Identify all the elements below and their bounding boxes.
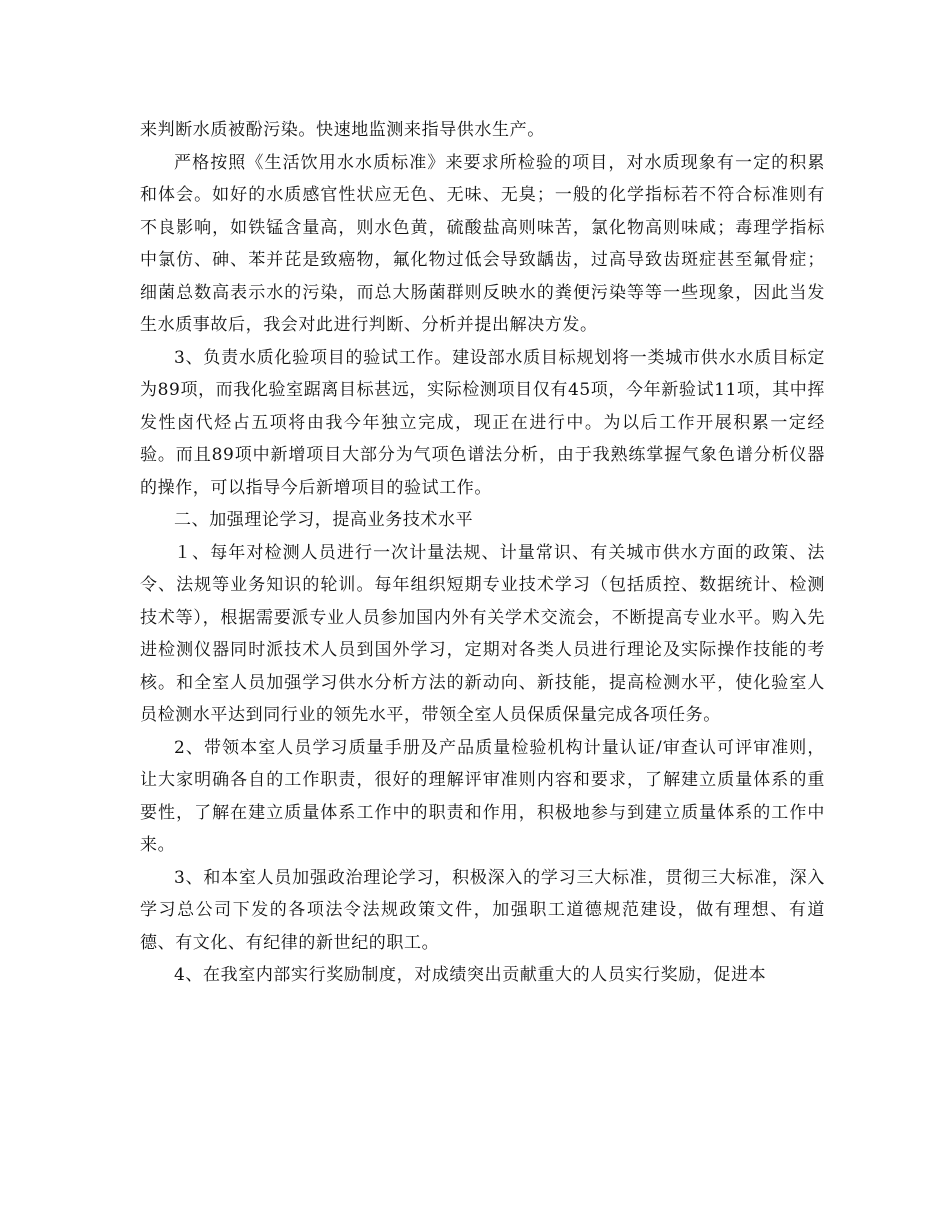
paragraph-item-2-quality-manual: 2、带领本室人员学习质量手册及产品质量检验机构计量认证/审查认可评审准则，让大家明确各自的工作职责，很好的理解评审准则内容和要求，了解建立质量体系的重要性，了解在建立质量体系工作中的职责和作用，积极地参与到建立质量体系的工作中来。 bbox=[140, 737, 825, 855]
paragraph-continuation: 来判断水质被酚污染。快速地监测来指导供水生产。 bbox=[140, 120, 545, 140]
paragraph-item-3-political-study: 3、和本室人员加强政治理论学习，积极深入的学习三大标准，贯彻三大标准，深入学习总公司下发的各项法令法规政策文件，加强职工道德规范建设，做有理想、有道德、有文化、有纪律的新世纪的职工。 bbox=[140, 867, 825, 953]
paragraph-water-quality-standard: 严格按照《生活饮用水水质标准》来要求所检验的项目，对水质现象有一定的积累和体会。如好的水质感官性状应无色、无味、无臭；一般的化学指标若不符合标准则有不良影响，如铁锰含量高，则水色黄，硫酸盐高则味苦，氯化物高则味咸；毒理学指标中氯仿、砷、苯并芘是致癌物，氟化物过低会导致龋齿，过高导致齿斑症甚至氟骨症；细菌总数高表示水的污染，而总大肠菌群则反映水的粪便污染等等一些现象，因此当发生水质事故后，我会对此进行判断、分析并提出解决方发。 bbox=[140, 152, 825, 335]
paragraph-item-4-rewards: 4、在我室内部实行奖励制度，对成绩突出贡献重大的人员实行奖励，促进本 bbox=[174, 965, 767, 985]
document-body bbox=[140, 114, 825, 992]
paragraph-item-1-training: １、每年对检测人员进行一次计量法规、计量常识、有关城市供水方面的政策、法令、法规等业务知识的轮训。每年组织短期专业技术学习（包括质控、数据统计、检测技术等），根据需要派专业人员参加国内外有关学术交流会，不断提高专业水平。购入先进检测仪器同时派技术人员到国外学习，定期对各类人员进行理论及实际操作技能的考核。和全室人员加强学习供水分析方法的新动向、新技能，提高检测水平，使化验室人员检测水平达到同行业的领先水平，带领全室人员保质保量完成各项任务。 bbox=[140, 542, 825, 725]
paragraph-item-3-testing: 3、负责水质化验项目的验试工作。建设部水质目标规划将一类城市供水水质目标定为89项，而我化验室踞离目标甚远，实际检测项目仅有45项，今年新验试11项，其中挥发性卤代烃占五项将由我今年独立完成，现正在进行中。为以后工作开展积累一定经验。而且89项中新增项目大部分为气项色谱法分析，由于我熟练掌握气象色谱分析仪器的操作，可以指导今后新增项目的验试工作。 bbox=[140, 347, 825, 498]
section-heading-theory-study: 二、加强理论学习，提高业务技术水平 bbox=[174, 510, 474, 530]
